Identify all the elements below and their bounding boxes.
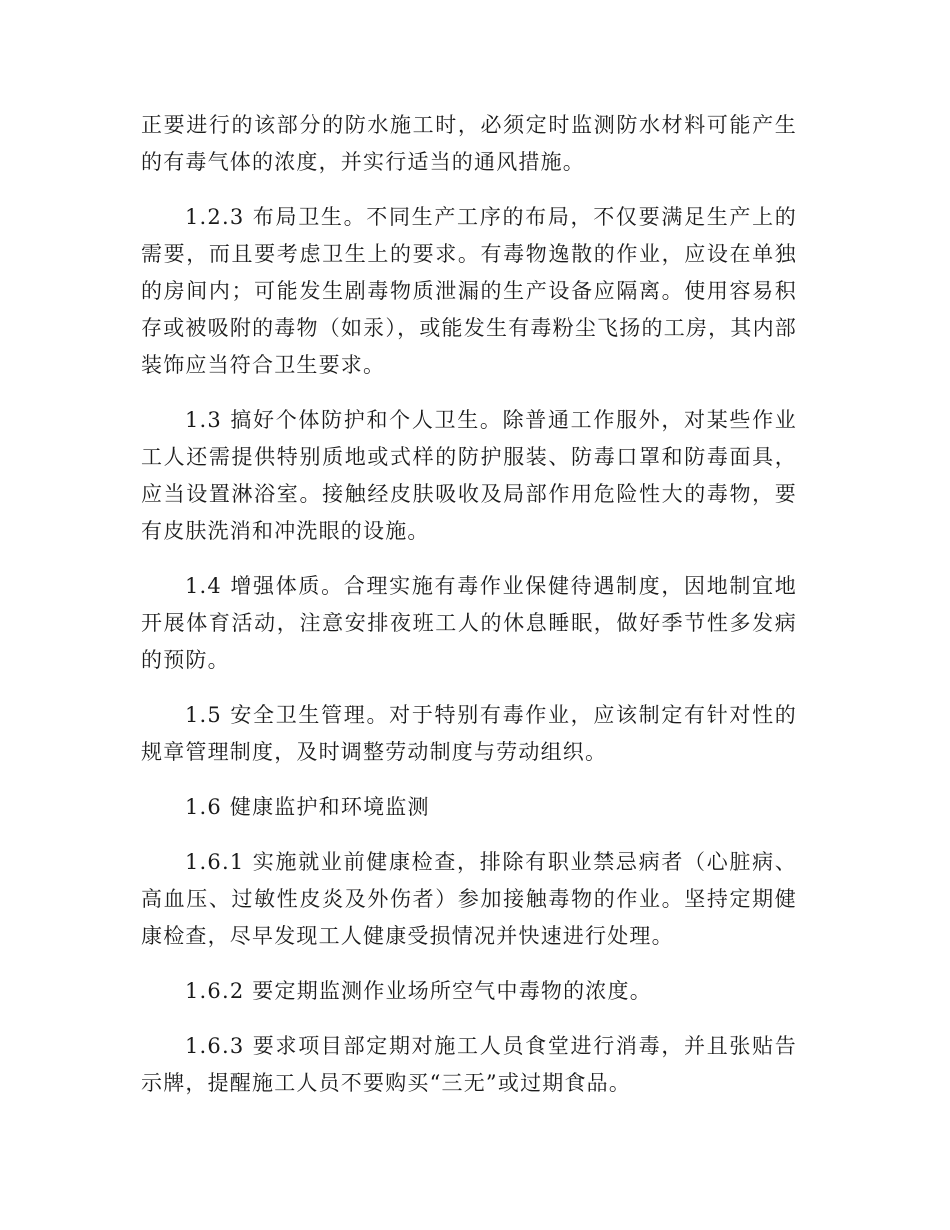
paragraph-1-6-1: 1.6.1 实施就业前健康检查，排除有职业禁忌病者（心脏病、高血压、过敏性皮炎及外伤者）参加接触毒物的作业。坚持定期健康检查，尽早发现工人健康受损情况并快速进行处理。 <box>141 850 797 948</box>
paragraph-1-5: 1.5 安全卫生管理。对于特别有毒作业，应该制定有针对性的规章管理制度，及时调整劳动制度与劳动组织。 <box>141 703 797 764</box>
paragraph-continuation: 正要进行的该部分的防水施工时，必须定时监测防水材料可能产生的有毒气体的浓度，并实行适当的通风措施。 <box>141 113 797 174</box>
paragraph-1-4: 1.4 增强体质。合理实施有毒作业保健待遇制度，因地制宜地开展体育活动，注意安排夜班工人的休息睡眠，做好季节性多发病的预防。 <box>141 574 797 672</box>
paragraph-1-3: 1.3 搞好个体防护和个人卫生。除普通工作服外，对某些作业工人还需提供特别质地或式样的防护服装、防毒口罩和防毒面具，应当设置淋浴室。接触经皮肤吸收及局部作用危险性大的毒物，要有皮肤洗消和冲洗眼的设施。 <box>141 408 797 543</box>
paragraph-1-6-3: 1.6.3 要求项目部定期对施工人员食堂进行消毒，并且张贴告示牌，提醒施工人员不要购买“三无”或过期食品。 <box>141 1034 797 1095</box>
document-body <box>141 107 797 1120</box>
paragraph-1-6-heading: 1.6 健康监护和环境监测 <box>185 795 430 819</box>
paragraph-1-6-2: 1.6.2 要定期监测作业场所空气中毒物的浓度。 <box>185 979 652 1003</box>
paragraph-1-2-3: 1.2.3 布局卫生。不同生产工序的布局，不仅要满足生产上的需要，而且要考虑卫生上的要求。有毒物逸散的作业，应设在单独的房间内；可能发生剧毒物质泄漏的生产设备应隔离。使用容易积存或被吸附的毒物（如汞），或能发生有毒粉尘飞扬的工房，其内部装饰应当符合卫生要求。 <box>141 205 797 377</box>
